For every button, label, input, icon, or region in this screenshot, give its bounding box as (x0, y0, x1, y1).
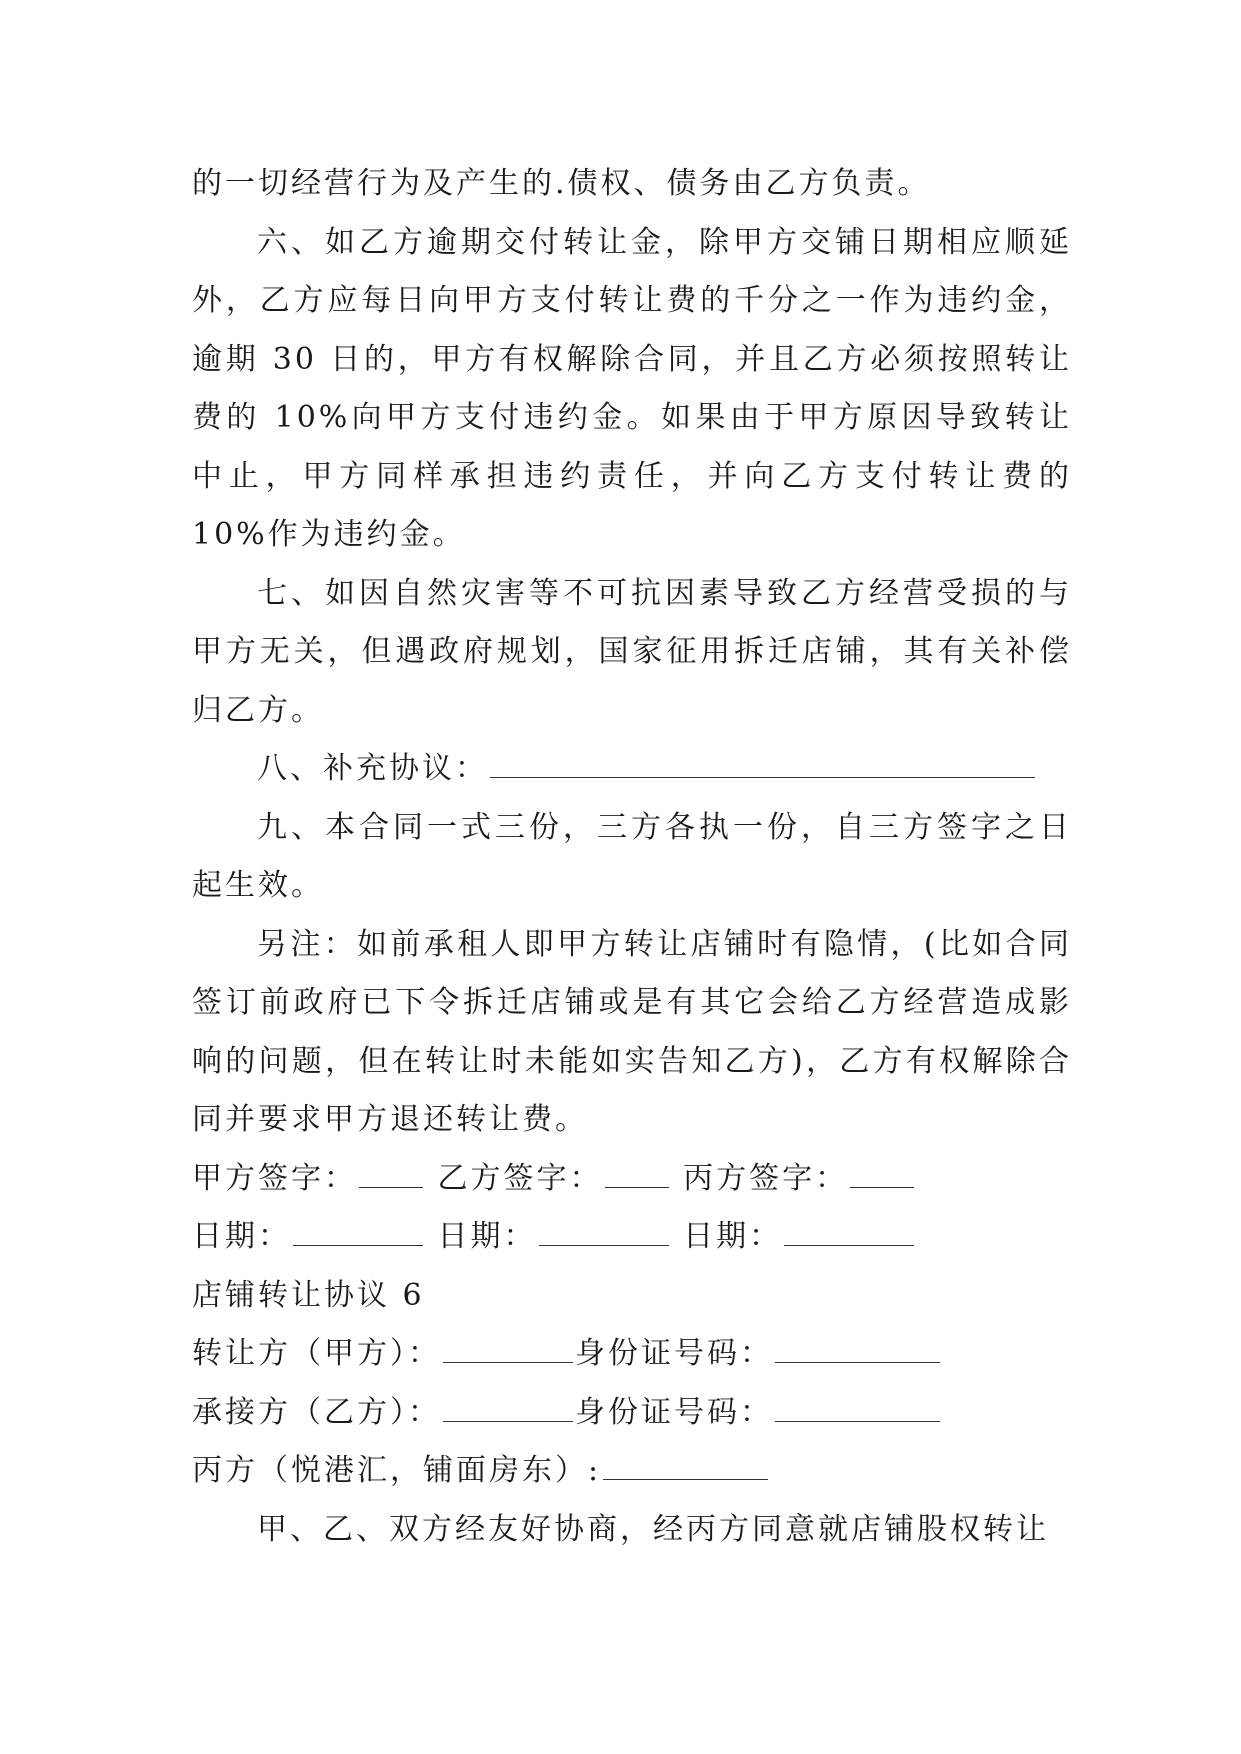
party-c-date (683, 1208, 916, 1267)
party-a-signature-label: 甲方签字： (192, 1160, 357, 1196)
paragraph-continuation: 的一切经营行为及产生的.债权、债务由乙方负责。 (192, 166, 931, 201)
party-c-date-label: 日期： (683, 1219, 783, 1254)
party-b-signature-label: 乙方签字： (437, 1160, 603, 1196)
party-b-date-blank (539, 1217, 669, 1246)
party-c-date-blank (784, 1217, 914, 1246)
party-c-signature-blank (850, 1159, 914, 1188)
party-b-date (438, 1208, 671, 1267)
supplement-blank (490, 749, 1035, 778)
transferee-id-label: 身份证号码： (575, 1394, 773, 1430)
transferee-id-blank (775, 1393, 940, 1422)
date-row (192, 1208, 1072, 1267)
document-body (192, 155, 1072, 1559)
supplement-label: 八、补充协议： (257, 751, 488, 786)
clause-eight (192, 740, 1072, 799)
transferee-label: 承接方（乙方）： (192, 1394, 441, 1430)
note-paragraph: 另注：如前承租人即甲方转让店铺时有隐情，(比如合同签订前政府已下令拆迁店铺或是有其它会给乙方经营造成影响的问题，但在转让时未能如实告知乙方)，乙方有权解除合同并要求甲方退还转让费。 (192, 926, 1072, 1137)
transferor-name-blank (443, 1334, 573, 1363)
party-a-date-label: 日期： (192, 1219, 291, 1254)
transferee-row (192, 1384, 1072, 1443)
party-a-signature-blank (359, 1159, 423, 1188)
clause-six: 六、如乙方逾期交付转让金，除甲方交铺日期相应顺延外，乙方应每日向甲方支付转让费的千分之一作为违约金，逾期 30 日的，甲方有权解除合同，并且乙方必须按照转让费的 10%向甲方支付违约金。如果由于甲方原因导致转让中止，甲方同样承担违约责任，并向乙方支付转让费的 10%作为违约金。 (192, 224, 1072, 552)
signature-row (192, 1150, 1072, 1209)
party-b-signature-blank (605, 1159, 669, 1188)
party-a-date (192, 1208, 425, 1267)
clause-seven: 七、如因自然灾害等不可抗因素导致乙方经营受损的与甲方无关，但遇政府规划，国家征用拆迁店铺，其有关补偿归乙方。 (192, 575, 1072, 728)
party-b-date-label: 日期： (437, 1219, 537, 1254)
party-b-signature (438, 1150, 671, 1209)
agreement-intro: 甲、乙、双方经友好协商，经丙方同意就店铺股权转让 (257, 1511, 1049, 1547)
party-a-signature (192, 1150, 425, 1209)
landlord-label: 丙方（悦港汇，铺面房东）: (192, 1453, 602, 1488)
transferor-label: 转让方（甲方）： (192, 1336, 441, 1371)
section-title: 店铺转让协议 6 (192, 1277, 425, 1313)
transferor-id-label: 身份证号码： (575, 1336, 773, 1371)
clause-nine: 九、本合同一式三份，三方各执一份，自三方签字之日起生效。 (192, 809, 1072, 903)
transferor-id-blank (775, 1334, 940, 1363)
transferor-row (192, 1325, 1072, 1384)
party-a-date-blank (293, 1217, 423, 1246)
party-c-signature-label: 丙方签字： (683, 1160, 849, 1196)
transferee-name-blank (443, 1393, 573, 1422)
landlord-row (192, 1442, 1072, 1501)
landlord-blank (603, 1451, 768, 1480)
party-c-signature (683, 1150, 916, 1209)
